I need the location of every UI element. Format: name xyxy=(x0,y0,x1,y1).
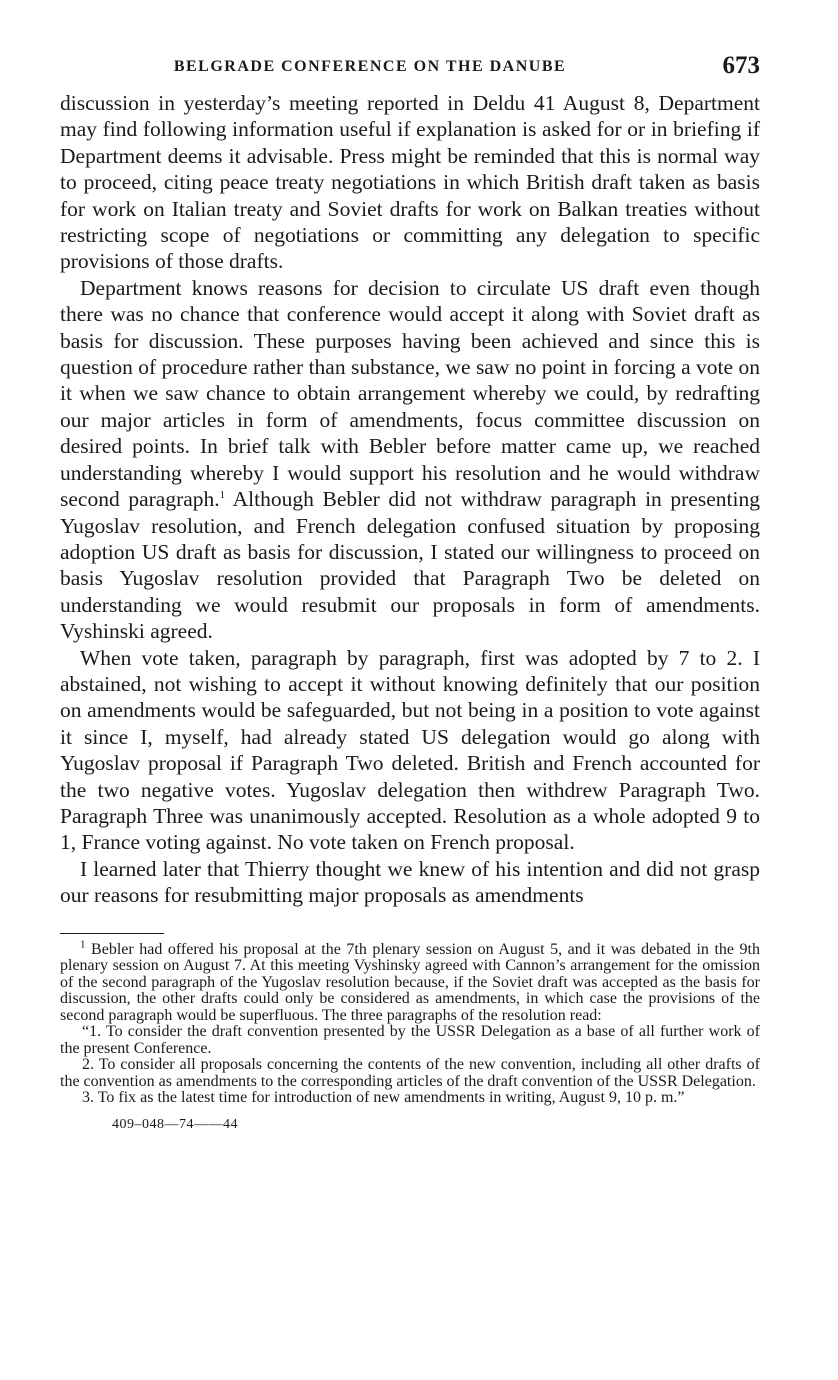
footnote-ref-1: 1 xyxy=(219,488,226,501)
paragraph-2-part-b: Although Bebler did not withdraw paragraph in presenting Yugoslav resolution, and French delegation confused situation by proposing adoption US draft as basis for discussion, I stated our willingness to proceed on basis Yugoslav resolution provided that Paragraph Two be deleted on understanding we would resubmit our proposals in form of amendments. Vyshinski agreed. xyxy=(60,487,760,644)
footnote-1-mark: 1 xyxy=(80,938,86,951)
page-number: 673 xyxy=(722,52,760,79)
footnote-rule xyxy=(60,933,164,934)
paragraph-2 xyxy=(60,275,760,645)
paragraph-2-part-a: Department knows reasons for decision to circulate US draft even though there was no chance that conference would accept it along with Soviet draft as basis for discussion. These purposes having been achieved and since this is question of procedure rather than substance, we saw no point in forcing a vote on it when we saw chance to obtain arrangement whereby we could, by redrafting our major articles in form of amendments, focus committee discussion on desired points. In brief talk with Bebler before matter came up, we reached understanding whereby I would support his resolution and he would withdraw second paragraph. xyxy=(60,275,760,512)
page-header xyxy=(60,50,760,90)
document-page xyxy=(60,50,760,1133)
running-head: BELGRADE CONFERENCE ON THE DANUBE xyxy=(173,58,567,75)
footnote-item-1: “1. To consider the draft convention presented by the USSR Delegation as a base of all further work of the present Conference. xyxy=(60,1023,760,1057)
paragraph-3: When vote taken, paragraph by paragraph, first was adopted by 7 to 2. I abstained, not wishing to accept it without knowing definitely that our position on amendments would be safeguarded, but not being in a position to vote against it since I, myself, had already stated US delegation would go along with Yugoslav proposal if Paragraph Two deleted. British and French accounted for the two negative votes. Yugoslav delegation then withdrew Paragraph Two. Paragraph Three was unanimously accepted. Resolution as a whole adopted 9 to 1, France voting against. No vote taken on French proposal. xyxy=(60,645,760,855)
paragraph-1: discussion in yesterday’s meeting reported in Deldu 41 August 8, Department may find following information useful if explanation is asked for or in briefing if Department deems it advisable. Press might be reminded that this is normal way to proceed, citing peace treaty negotiations in which British draft taken as basis for work on Italian treaty and Soviet drafts for work on Balkan treaties without restricting scope of negotiations or committing any delegation to specific provisions of those drafts. xyxy=(60,91,760,274)
body-text xyxy=(60,90,760,909)
footnotes xyxy=(60,938,760,1107)
footnote-1-text: Bebler had offered his proposal at the 7th plenary session on August 5, and it was debated in the 9th plenary session on August 7. At this meeting Vyshinsky agreed with Cannon’s arrangement for the omission of the second paragraph of the Yugoslav resolution because, if the Soviet draft was accepted as the basis for discussion, the other drafts could only be considered as amendments, in which case the provisions of the second paragraph would be superfluous. The three paragraphs of the resolution read: xyxy=(60,940,760,1024)
paragraph-4: I learned later that Thierry thought we knew of his intention and did not grasp our reasons for resubmitting major proposals as amendments xyxy=(60,856,760,908)
footnote-item-2: 2. To consider all proposals concerning the contents of the new convention, including all other drafts of the convention as amendments to the corresponding articles of the draft convention of the USSR Delegation. xyxy=(60,1056,760,1090)
footnote-item-3: 3. To fix as the latest time for introduction of new amendments in writing, August 9, 10 p. m.” xyxy=(82,1089,685,1107)
print-code: 409–048—74——44 xyxy=(112,1116,238,1132)
footnote-1 xyxy=(60,938,760,1025)
